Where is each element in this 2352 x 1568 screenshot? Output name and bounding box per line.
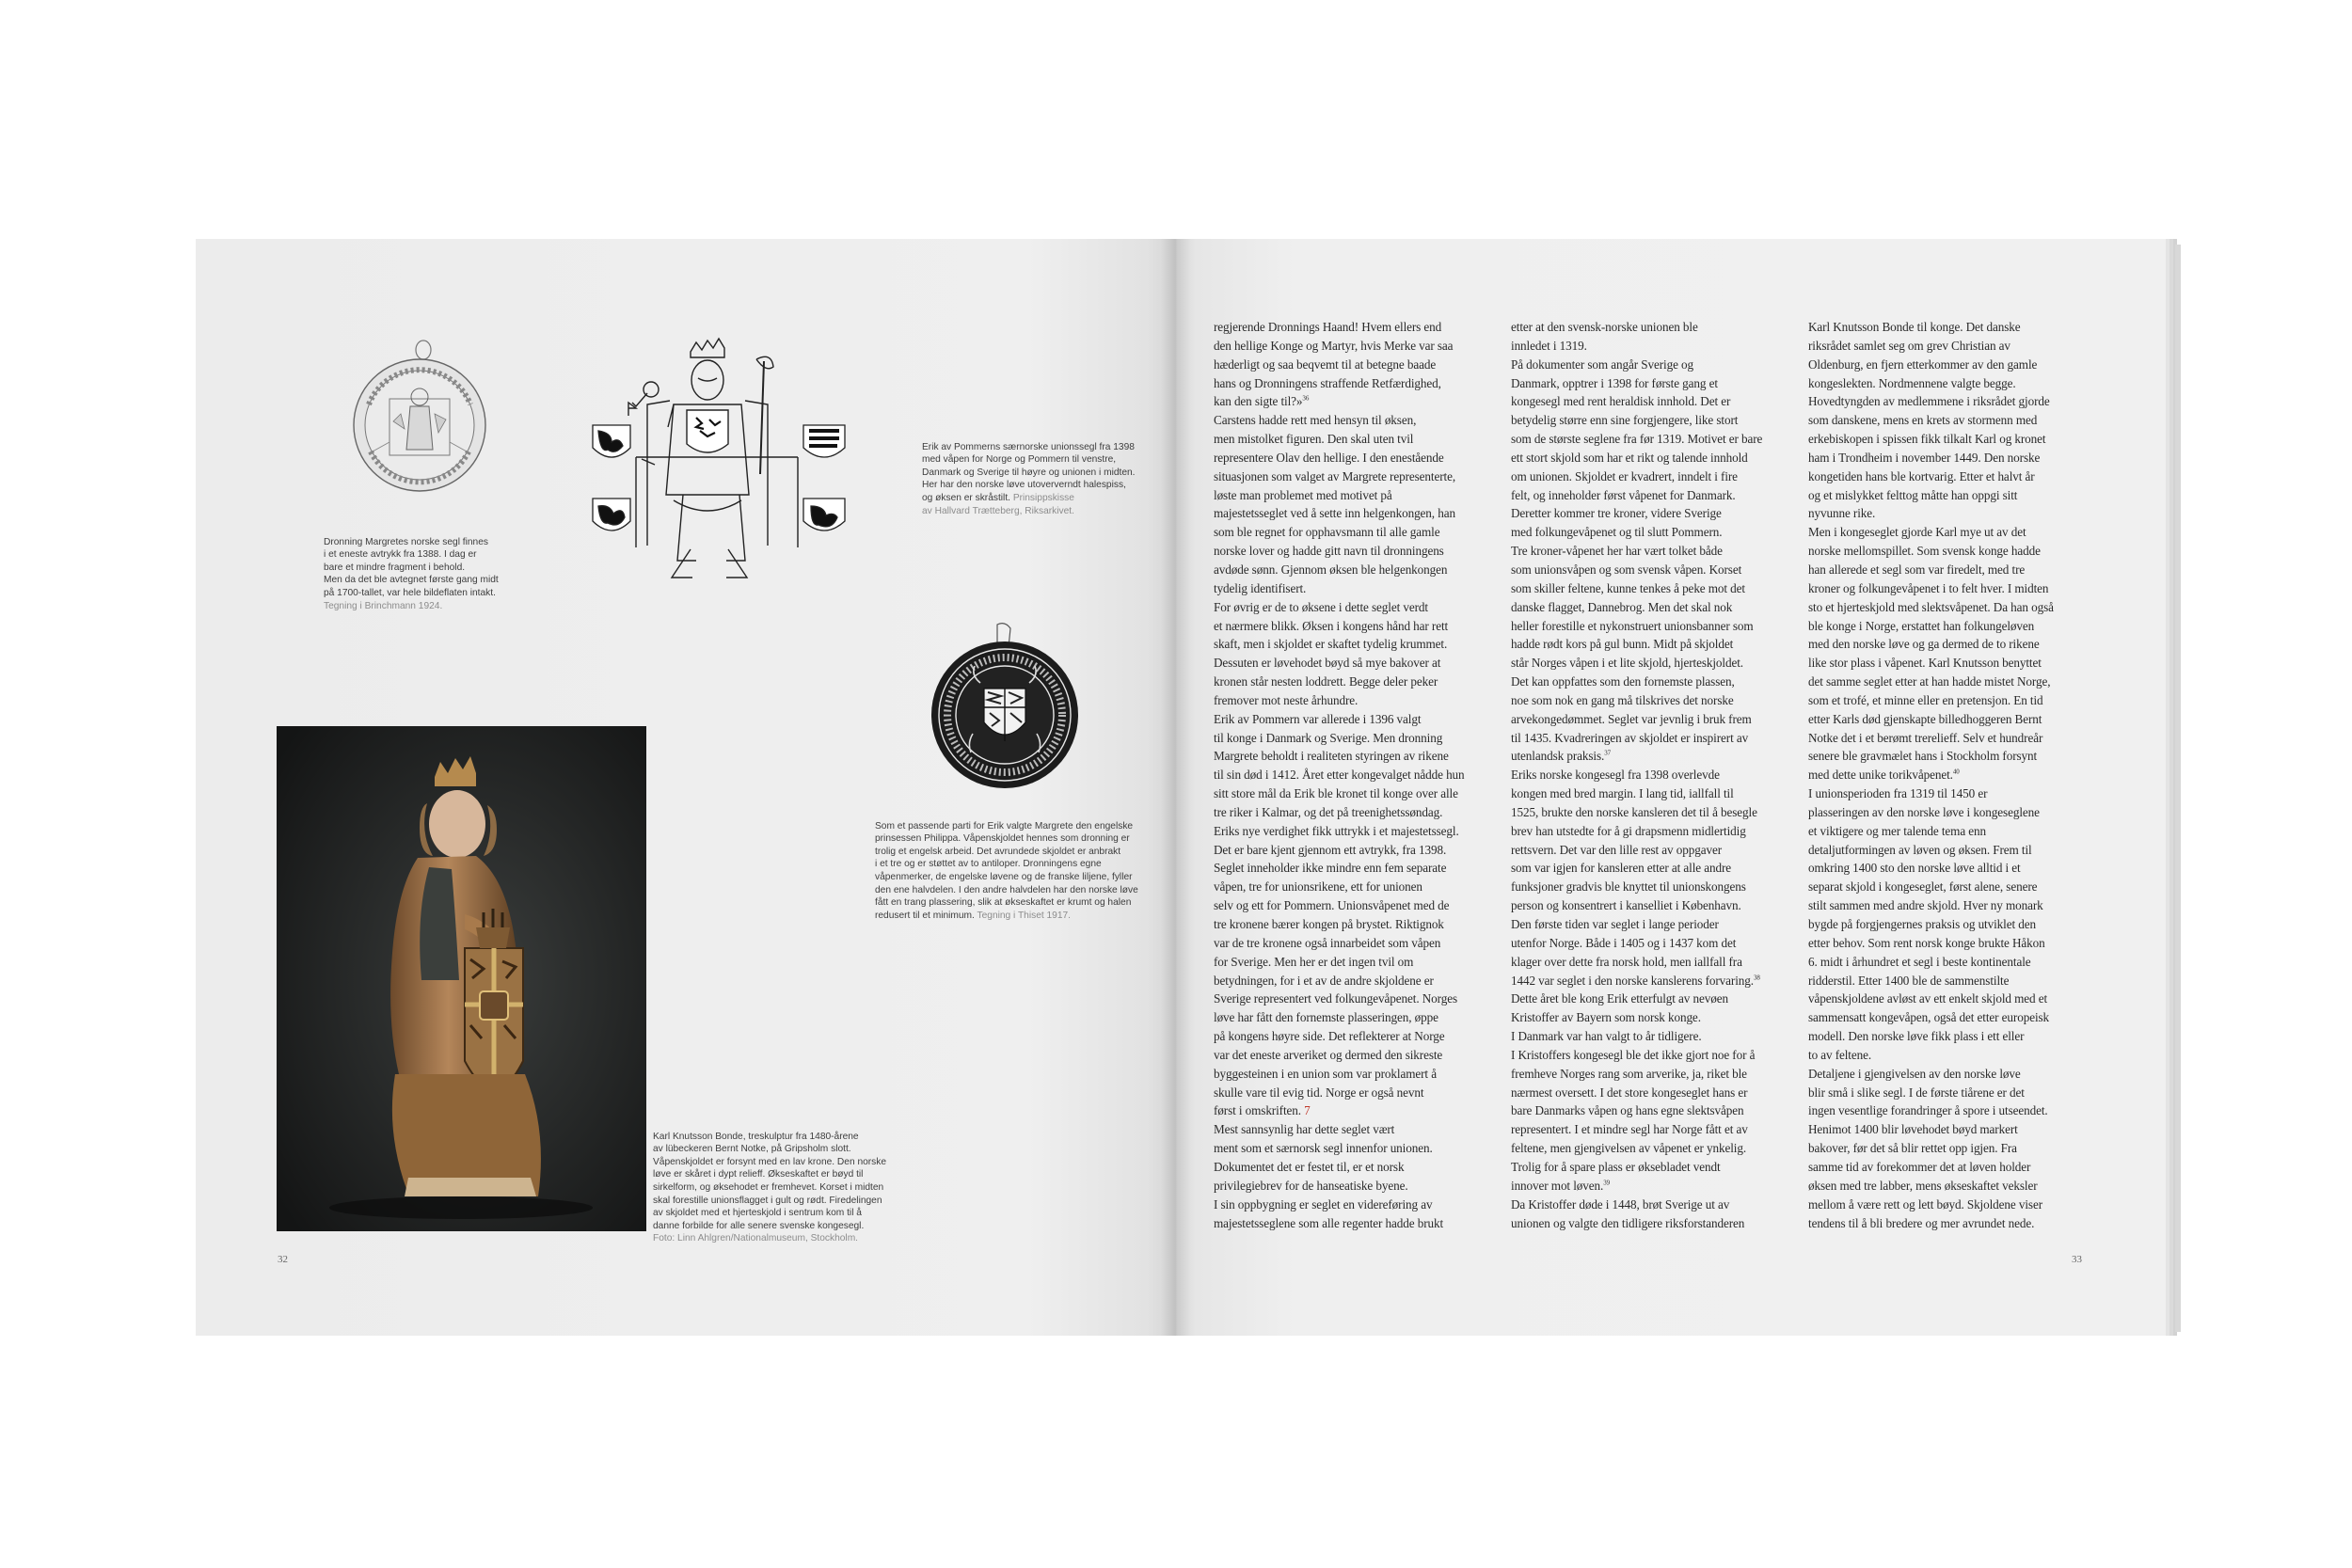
erik-seal-sketch <box>580 333 854 596</box>
col2-part-c: Dette året ble kong Erik etterfulgt av nevøen Kristoffer av Bayern som norsk konge. I Danmark var han valgt to år tidligere. I Kristoffers kongesegl ble det ikke gjort noe for å fremheve Norges rang som arverike, ja, riket ble nærmest oversett. I det store kongeseglet hans er bare Danmarks våpen og hans egne slektsvåpen representert. I et mindre segl har Norge fått et av feltene, men gjengivelsen av våpenet er ynkelig. Trolig for å spare plass er øksebladet vendt innover mot løven. <box>1511 991 1756 1193</box>
page-edge <box>2175 245 2181 1332</box>
footnote-36: 36 <box>1302 394 1310 403</box>
caption-seal-1388 <box>324 523 531 612</box>
spine-gutter <box>1161 239 1191 1336</box>
page-number-left: 32 <box>278 1254 288 1265</box>
caption-erik-1398-credit: Prinsippskisse av Hallvard Trætteberg, Riksarkivet. <box>922 492 1074 516</box>
margrete-seal-drawing <box>344 339 495 500</box>
caption-philippa-text: Som et passende parti for Erik valgte Margrete den engelske prinsessen Philippa. Våpenskjoldet hennes som dronning er trolig et engelsk arbeid. Det avrundede skjoldet er anbrakt i et tre og er støttet av to antiloper. Dronningens egne våpenmerker, de engelske løvene og de franske liljene, fyller den ene halvdelen. I den andre halvdelen har den norske løve fått en trang plassering, slik at økseskaftet er krumt og halen redusert til et minimum. <box>875 820 1138 921</box>
caption-karl <box>653 1117 935 1245</box>
footnote-37: 37 <box>1604 750 1612 758</box>
col2-part-a: etter at den svensk-norske unionen ble innledet i 1319. På dokumenter som angår Sverige og Danmark, opptrer i 1398 for første gang et kongesegl med rent heraldisk innhold. Det er betydelig større enn sine forgjengere, like stort som de største seglene fra før 1319. Motivet er bare ett stort skjold som har et rikt og talende innhold om unionen. Skjoldet er kvadrert, inndelt i fire felt, og inneholder først våpenet for Danmark. Deretter kommer tre kroner, videre Sverige med folkungevåpenet og til slutt Pommern. Tre kroner-våpenet her har vært tolket både som unionsvåpen og som svensk våpen. Korset som skiller feltene, kunne tenkes å peke mot det danske flagget, Dannebrog. Men det skal nok heller forestille et nykonstruert unionsbanner som hadde rødt kors på gul bunn. Midt på skjoldet står Norges våpen i et lite skjold, hjerteskjoldet. Det kan oppfattes som den fornemste plassen, noe som nok en gang må tilskrives det norske arvekongedømmet. Seglet var jevnlig i bruk frem til 1435. Kvadreringen av skjoldet er inspirert av utenlandsk praksis. <box>1511 320 1763 764</box>
caption-karl-text: Karl Knutsson Bonde, treskulptur fra 1480-årene av lübeckeren Bernt Notke, på Gripsholm slott. Våpenskjoldet er forsynt med en lav krone. Den norske løve er skåret i dypt relieff. Økseskaftet er bøyd til sirkelform, og økseh​odet er fremhevet. Korset i midten skal forestille unionsflagget i gult og rødt. Firedelingen av skjoldet med et hjerteskjold i sentrum kom til å danne forbilde for alle senere svenske kongesegl. <box>653 1131 887 1231</box>
col2-part-d: Da Kristoffer døde i 1448, brøt Sverige ut av unionen og valgte den tidligere riksforstanderen <box>1511 1196 1745 1230</box>
philippa-seal-drawing <box>928 621 1082 792</box>
caption-philippa-credit: Tegning i Thiset 1917. <box>974 910 1072 921</box>
right-page <box>1176 239 2166 1336</box>
left-page <box>196 239 1176 1336</box>
col3-part-a: Karl Knutsson Bonde til konge. Det danske riksrådet samlet seg om grev Christian av Oldenburg, en fjern etterkommer av den gamle kongeslekten. Nordmennene valgte begge. Hovedtyngden av medlemmene i riksrådet gjorde som danskene, mens en krets av stormenn med erkebiskopen i spissen fikk tilkalt Karl og kronet ham i Trondheim i november 1449. Den norske kongetiden hans ble kortvarig. Etter et halvt år og et mislykket felttog måtte han oppgi sitt nyvunne rike. Men i kongeseglet gjorde Karl mye ut av det norske mellomspillet. Som svensk konge hadde han allerede et segl som var firedelt, med tre kroner og folkungevåpenet i to felt hver. I midten sto et hjerteskjold med slektsvåpenet. Da han også ble konge i Norge, erstattet han folkungeløven med den norske løve og ga dermed de to rikene like stor plass i våpenet. Karl Knutsson benyttet det samme seglet etter at han hadde mistet Norge, som et trofé, et minne eller en pretensjon. En tid etter Karls død gjenskapte billedhoggeren Bernt Notke det i et berømt trerelieff. Selv et hundreår senere ble gravmælet hans i Stockholm forsynt med dette unike torikvåpenet. <box>1808 320 2054 783</box>
caption-seal-1388-text: Dronning Margretes norske segl finnes i et eneste avtrykk fra 1388. I dag er bare et mindre fragment i behold. Men da det ble avtegnet første gang midt på 1700-tallet, var hele bildeflaten intakt. <box>324 536 499 598</box>
page-number-right: 33 <box>2072 1254 2082 1265</box>
karl-sculpture-photo <box>277 726 646 1231</box>
col3-part-b: I unionsperioden fra 1319 til 1450 er plasseringen av den norske løve i kongeseglene et viktigere og mer talende tema enn detaljutformingen av løven og øksen. Frem til omkring 1400 sto den norske løve alltid i et separat skjold i kongeseglet, først alene, senere stilt sammen med andre skjold. Hver ny monark bygde på forgjengernes praksis og utviklet den etter behov. Som rent norsk konge brukte Håkon 6. midt i århundret et segl i beste kontinentale ridderstil. Etter 1400 ble de sammenstilte våpenskjoldene avløst av ett enkelt skjold med et sammensatt kongevåpen, også det etter europeisk modell. Den norske løve fikk plass i ett eller to av feltene. Detaljene i gjengivelsen av den norske løve blir små i slike segl. I de første tiårene er det ingen vesentlige forandringer å spore i utseendet. Henimot 1400 blir løvehodet bøyd markert bakover, før det så blir rettet opp igjen. Fra samme tid av forekommer det at løven holder øksen med tre labber, mens økseskaftet veksler mellom å være rett og lett bøyd. Skjoldene viser tendens til å bli bredere og mer avrundet nede. <box>1808 786 2050 1230</box>
footnote-40: 40 <box>1952 768 1960 776</box>
col1-part-c: Mest sannsynlig har dette seglet vært ment som et særnorsk segl innenfor unionen. Dokumentet det er festet til, er et norsk privilegiebrev for de hanseatiske byene. I sin oppbygning er seglet en videreføring av majestetsseglene som alle regenter hadde brukt <box>1214 1122 1444 1230</box>
reference-mark-7: 7 <box>1300 1103 1311 1118</box>
caption-erik-1398-text: Erik av Pommerns særnorske unionssegl fra 1398 med våpen for Norge og Pommern til venstre, Danmark og Sverige til høyre og unionen i midten. Her har den norske løve utoververndt halespiss, og øksen er skråstilt. <box>922 441 1136 503</box>
caption-erik-1398 <box>922 428 1136 517</box>
footnote-38: 38 <box>1753 974 1760 982</box>
caption-seal-1388-credit: Tegning i Brinchmann 1924. <box>324 600 443 611</box>
text-column-2 <box>1511 318 1788 1232</box>
text-column-3 <box>1808 318 2090 1232</box>
text-column-1 <box>1214 318 1490 1232</box>
caption-philippa <box>875 807 1157 922</box>
col2-part-b: Eriks norske kongesegl fra 1398 overlevde kongen med bred margin. I lang tid, iallfall til 1525, brukte den norske kansleren det til å besegle brev han utstedte for å gi drapsmenn midlertidig rettsvern. Det var den lille rest av oppgaver som var igjen for kansleren etter at alle andre funksjoner gradvis ble knyttet til unionskongens person og konsentrert i kanselliet i København. Den første tiden var seglet i lange perioder utenfor Norge. Både i 1405 og i 1437 kom det klager over dette fra norsk hold, men iallfall fra 1442 var seglet i den norske kanslerens forvaring. <box>1511 768 1757 988</box>
col1-part-a: regjerende Dronnings Haand! Hvem ellers end den hellige Konge og Martyr, hvis Merke var saa hæderligt og saa beqvemt til at betegne baade hans og Dronningens straffende Retfærdighed, kan den sigte til?» <box>1214 320 1454 409</box>
col1-part-b: Carstens hadde rett med hensyn til øksen, men mistolket figuren. Den skal uten tvil representere Olav den hellige. I den enestående situasjonen som valget av Margrete representerte, løste man problemet med motivet på majestetsseglet ved å sette inn helgenkongen, han som ble regnet for opphavsmann til alle gamle norske lover og hadde gitt navn til dronningens avdøde sønn. Gjennom øksen ble helgenkongen tydelig identifisert. For øvrig er de to øksene i dette seglet verdt et nærmere blikk. Øksen i kongens hånd har rett skaft, men i skjoldet er skaftet tydelig krummet. Dessuten er løvehodet bøyd så mye bakover at kronen står nesten loddrett. Begge deler peker fremover mot neste århundre. Erik av Pommern var allerede i 1396 valgt til konge i Danmark og Sverige. Men dronning Margrete beholdt i realiteten styringen av rikene til sin død i 1412. Året etter kongevalget nådde hun sitt store mål da Erik ble kronet til konge over alle tre riker i Kalmar, og det på treenighetssøndag. Eriks nye verdighet fikk uttrykk i et majestetssegl. Det er bare kjent gjennom ett avtrykk, fra 1398. Seglet inneholder ikke mindre enn fem separate våpen, tre for unionsrikene, ett for unionen selv og ett for Pommern. Unionsvåpenet med de tre kronene bærer kongen på brystet. Riktignok var de tre kronene også innarbeidet som våpen for Sverige. Men her er det ingen tvil om betydningen, for i et av de andre skjoldene er Sverige representert ved folkungevåpenet. Norges løve har fått den fornemste plasseringen, øppe på kongens høyre side. Det reflekterer at Norge var det eneste arveriket og dermed den sikreste byggesteinen i en union som var proklamert å skulle vare til evig tid. Norge er også nevnt først i omskriften. <box>1214 413 1465 1118</box>
book-spread <box>196 239 2166 1336</box>
caption-karl-credit: Foto: Linn Ahlgren/Nationalmuseum, Stockholm. <box>653 1233 859 1244</box>
footnote-39: 39 <box>1603 1179 1611 1187</box>
